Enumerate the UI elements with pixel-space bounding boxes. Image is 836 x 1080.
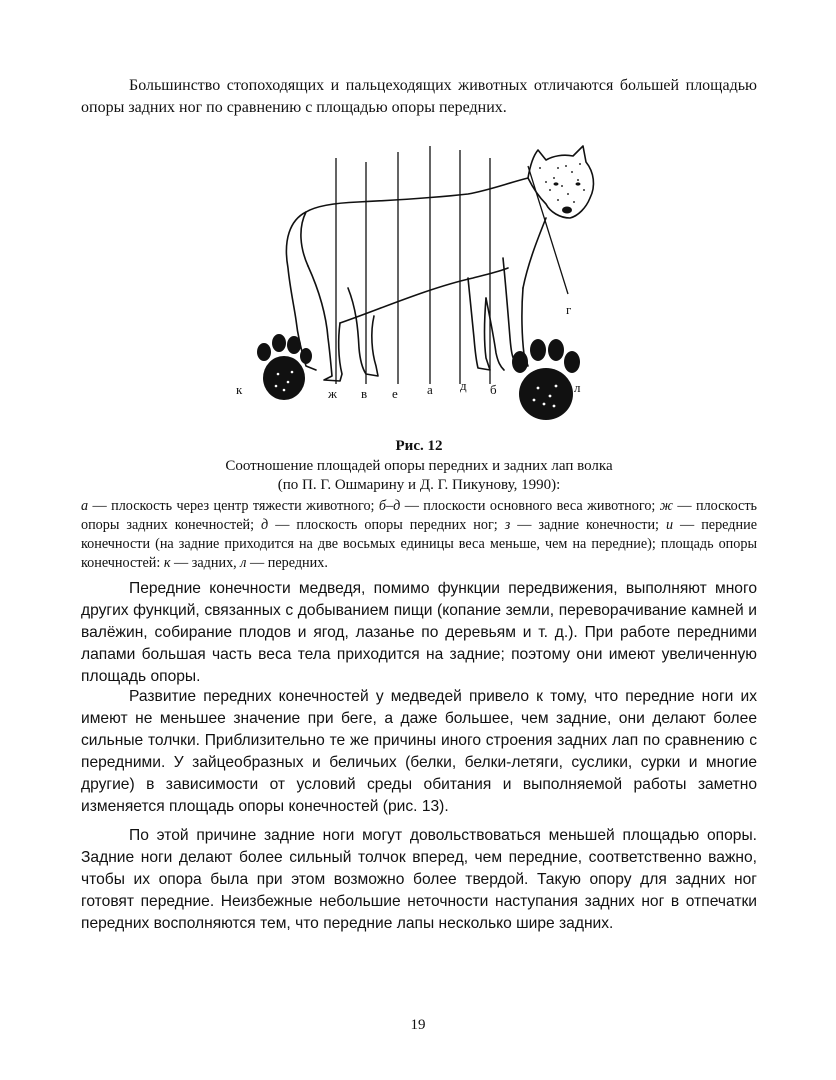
wolf-figure — [228, 138, 608, 436]
legend-text-zh: — плоскость опоры задних конечностей; — [81, 498, 757, 533]
front-paw-print — [512, 339, 580, 420]
label-v: в — [361, 386, 368, 401]
wolf-illustration — [228, 138, 608, 436]
legend-key-a: а — [81, 498, 89, 514]
intro-paragraph: Большинство стопоходящих и пальцеходящих животных отличаются большей площадью опоры задних ног по сравнению с площадью опоры передних. — [81, 77, 757, 116]
wolf-outline — [286, 146, 593, 381]
wolf-head-fur — [539, 163, 585, 209]
paw-stipple — [275, 371, 558, 408]
wolf-face — [554, 182, 581, 213]
figure-title: Рис. 12 — [395, 438, 443, 454]
legend-text-l: — передних. — [246, 555, 328, 571]
legend-text-k: — задних, — [170, 555, 241, 571]
body-paragraph: По этой причине задние ноги могут довольствоваться меньшей площадью опоры. Задние ноги делают более сильный толчок вперед, чем передние, соответственно важно, чтобы их опора была при этом возможно более твердой. Такую опору для задних ног готовят передние. Неизбежные небольшие неточности наступания задних ног в отпечатки передних восполняются тем, что передние лапы несколько шире задних. — [81, 827, 757, 932]
label-k: к — [236, 382, 243, 397]
legend-key-l: л — [240, 555, 247, 571]
legend-key-i: и — [665, 517, 674, 533]
legend-key-k: к — [163, 555, 171, 571]
legend-text-i: — передние конечности (на задние приходится на две восьмых единицы веса меньше, чем на передние); площадь опоры конечностей: — [81, 517, 757, 571]
label-g: г — [566, 302, 572, 317]
page-number: 19 — [410, 1017, 426, 1033]
legend-key-zh: ж — [659, 498, 673, 514]
label-a: а — [427, 382, 433, 397]
legend-text-d: — плоскость опоры передних ног; — [268, 517, 505, 533]
legend-text-z: — задние конечности; — [510, 517, 666, 533]
figure-legend — [81, 497, 757, 573]
legend-text-a: — плоскость через центр тяжести животного; — [88, 498, 379, 514]
figure-caption — [81, 457, 757, 495]
figure-caption-line2: (по П. Г. Ошмарину и Д. Г. Пикунову, 1990): — [277, 477, 561, 493]
body-paragraph: Передние конечности медведя, помимо функции передвижения, выполняют много других функций, связанных с добыванием пищи (копание земли, переворачивание камней и валёжин, собирание плодов и ягод, лазанье по деревьям и т. д.). При работе передними лапами большая часть веса тела приходится на задние; поэтому они имеют увеличенную площадь опоры. — [81, 580, 757, 685]
body-paragraph: Развитие передних конечностей у медведей привело к тому, что передние ноги их имеют не меньшее значение при беге, а даже большее, чем задние, они делают более сильные толчки. Приблизительно те же причины иного строения задних лап по сравнению с передними. У зайцеобразных и беличьих (белки, белки-летяги, суслики, сурки и многие другие) в зависимости от условий среды обитания и выполняемой работы заметно изменяется площадь опоры конечностей (рис. 13). — [81, 688, 757, 815]
legend-key-z: з — [504, 517, 511, 533]
label-d: д — [460, 378, 467, 393]
label-l: л — [574, 380, 581, 395]
legend-text-bd: — плоскости основного веса животного; — [400, 498, 660, 514]
legend-key-bd: б–д — [378, 498, 401, 514]
legend-key-d: д — [261, 517, 269, 533]
label-b: б — [490, 382, 497, 397]
label-e: е — [392, 386, 398, 401]
figure-caption-line1: Соотношение площадей опоры передних и задних лап волка — [225, 458, 613, 474]
label-zh: ж — [328, 386, 337, 401]
